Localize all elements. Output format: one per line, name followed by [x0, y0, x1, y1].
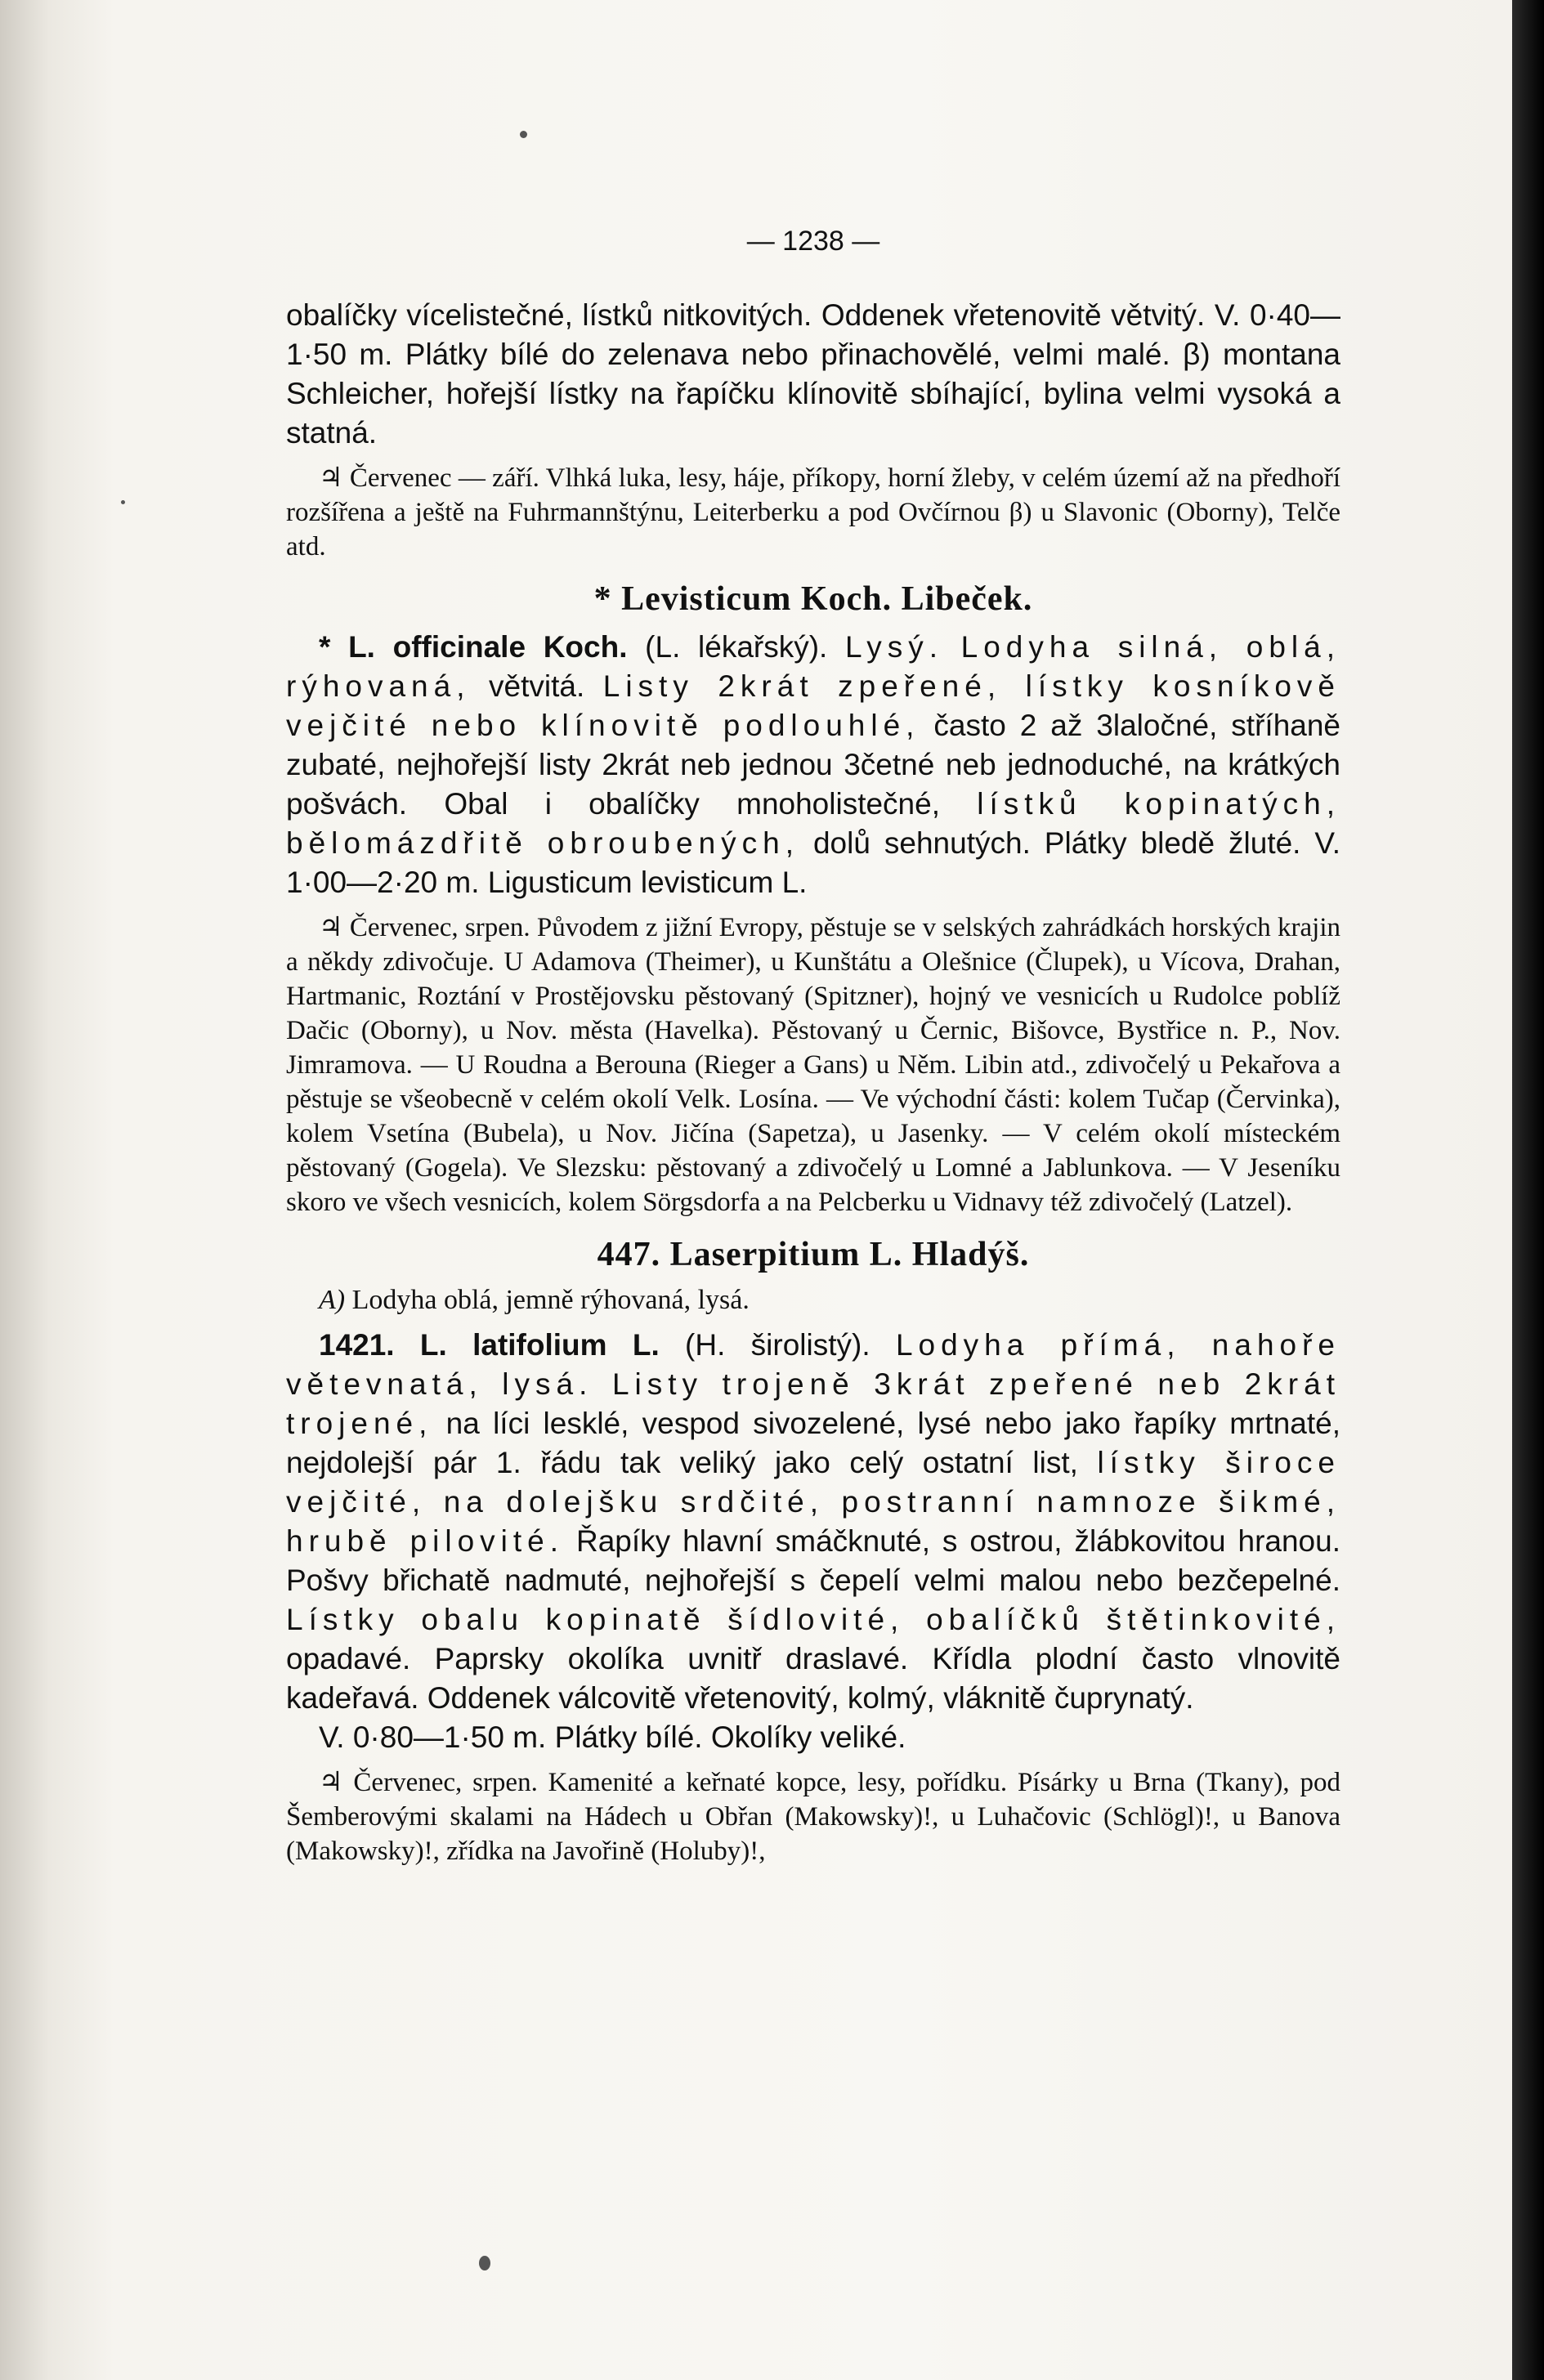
species-description-levisticum [286, 628, 1340, 902]
spaced-term: lístky široce vejčité, na dolejšku srdčité, postranní namnoze šikmé, hrubě pilovité. [286, 1446, 1340, 1558]
spaced-term: Listy 2krát zpeřené, lístky kosníkově vejčité nebo klínovitě podlouhlé, [286, 669, 1340, 742]
paragraph-habitat: ♃ Červenec — září. Vlhká luka, lesy, háje, příkopy, horní žleby, v celém území až na předhoří rozšířena a ještě na Fuhrmannštýnu, Leiterberku a pod Ovčírnou β) u Slavonic (Oborny), Telče atd. [286, 463, 1340, 561]
common-name: (H. širolistý). [685, 1328, 870, 1362]
ink-speck [520, 131, 527, 138]
description-text: na líci lesklé, vespod sivozelené, lysé nebo jako řapíky mrtnaté, nejdolejší pár 1. řádu tak veliký jako celý ostatní list, [286, 1407, 1340, 1479]
section-label: A) [319, 1285, 346, 1315]
description-text: opadavé. Paprsky okolíka uvnitř draslavé. Křídla plodní často vlnovitě kadeřavá. Oddenek válcovitě vřetenovitý, kolmý, vláknitě čuprynatý. [286, 1642, 1340, 1715]
spaced-term: Lodyha silná, oblá, rýhovaná, [286, 630, 1340, 703]
genus-heading-laserpitium: 447. Laserpitium L. Hladýš. [597, 1236, 1030, 1273]
paragraph-distribution: ♃ Červenec, srpen. Původem z jižní Evropy, pěstuje se v selských zahrádkách horských krajin a někdy zdivočuje. U Adamova (Theimer), u Kunštátu a Olešnice (Člupek), u Vícova, Drahan, Hartmanic, Roztání v Prostějovsku pěstovaný (Spitzner), hojný ve vesnicích u Rudolce poblíž Dačic (Oborny), u Nov. města (Havelka). Pěstovaný u Černic, Bišovce, Bystřice n. P., Nov. Jimramova. — U Roudna a Berouna (Rieger a Gans) u Něm. Libin atd., zdivočelý u Pekařova a pěstuje se všeobecně v celém okolí Velk. Losína. — Ve východní části: kolem Tučap (Červinka), kolem Vsetína (Bubela), u Nov. Jičína (Sapetza), u Jasenky. — V celém okolí místeckém pěstovaný (Gogela). Ve Slezsku: pěstovaný a zdivočelý u Lomné a Jablunkova. — V Jeseníku skoro ve všech vesnicích, kolem Sörgsdorfa a na Pelcberku u Vidnavy též zdivočelý (Latzel). [286, 913, 1340, 1217]
page-number: — 1238 — [746, 226, 880, 257]
description-text: větvitá. [489, 669, 585, 703]
species-name: 1421. L. latifolium L. [319, 1328, 660, 1362]
species-name: * L. officinale Koch. [319, 630, 628, 664]
spaced-term: lístků kopinatých, bělomázdřitě obroubených, [286, 787, 1340, 860]
ink-speck [121, 500, 125, 504]
page-content [286, 221, 1340, 1877]
ink-speck [479, 2256, 490, 2270]
paragraph-localities: ♃ Červenec, srpen. Kamenité a keřnaté kopce, lesy, pořídku. Písárky u Brna (Tkany), pod Šemberovými skalami na Hádech u Obřan (Makowsky)!, u Luhačovic (Schlögl)!, u Banova (Makowsky)!, zřídka na Javořině (Holuby)!, [286, 1768, 1340, 1866]
paragraph-continued-description: obalíčky vícelistečné, lístků nitkovitých. Oddenek vřetenovitě větvitý. V. 0·40—1·50 m. Plátky bílé do zelenava nebo přinachovělé, velmi malé. β) montana Schleicher, hořejší lístky na řapíčku klínovitě sbíhající, bylina velmi vysoká a statná. [286, 298, 1340, 450]
scan-edge [1512, 0, 1544, 2380]
description-text: Řapíky hlavní smáčknuté, s ostrou, žlábkovitou hranou. Pošvy břichatě nadmuté, nejhořejší s čepelí velmi malou nebo bezčepelné. [286, 1524, 1340, 1597]
spaced-term: Lístky obalu kopinatě šídlovité, obalíčků štětinkovité, [286, 1603, 1340, 1636]
spaced-term: Lysý. [845, 630, 943, 664]
section-text: Lodyha oblá, jemně rýhovaná, lysá. [351, 1285, 750, 1315]
species-description-laserpitium [286, 1326, 1340, 1718]
description-text: dolů sehnutých. Plátky bledě žluté. V. 1·00—2·20 m. Ligusticum levisticum L. [286, 826, 1340, 899]
section-a [286, 1283, 1340, 1318]
spaced-term: Lodyha přímá, nahoře větevnatá, lysá. Listy trojeně 3krát zpeřené neb 2krát trojené, [286, 1328, 1341, 1440]
paragraph-measurements: V. 0·80—1·50 m. Plátky bílé. Okolíky veliké. [319, 1720, 906, 1754]
genus-heading-levisticum: * Levisticum Koch. Libeček. [593, 580, 1033, 618]
description-text: často 2 až 3laločné, stříhaně zubaté, nejhořejší listy 2krát neb jednou 3četné neb jednoduché, na krátkých pošvách. Obal i obalíčky mnoholistečné, [286, 709, 1341, 821]
common-name: (L. lékařský). [645, 630, 828, 664]
